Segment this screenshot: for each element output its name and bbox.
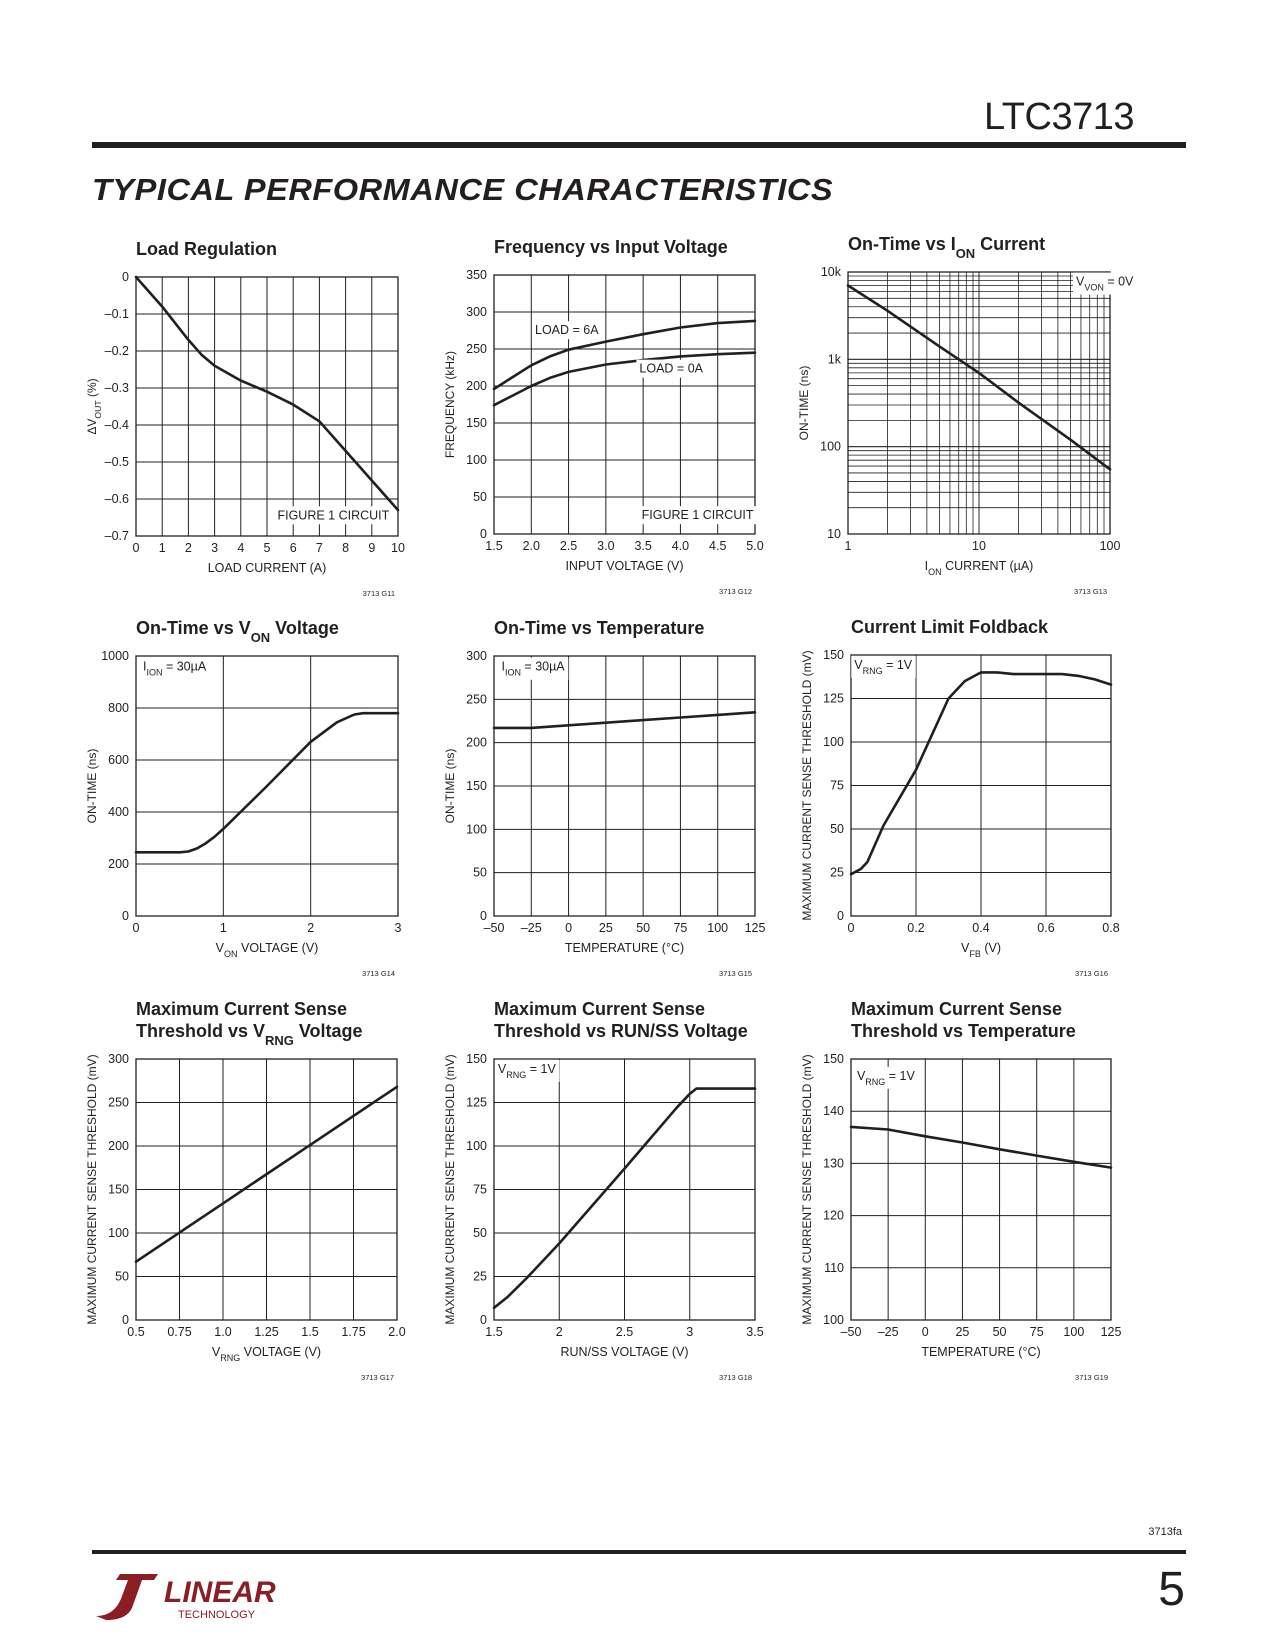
x-tick-label: –50 bbox=[483, 921, 505, 935]
y-tick-label: 75 bbox=[830, 778, 844, 793]
chart-g13 bbox=[797, 234, 1137, 596]
chart-title: Threshold vs RUN/SS Voltage bbox=[494, 1021, 748, 1041]
y-axis-label: $\Delta V_{OUT}$ (%) bbox=[85, 378, 103, 435]
y-tick-label: 250 bbox=[466, 692, 487, 707]
x-tick-label: 3.0 bbox=[597, 539, 615, 553]
figure-id: 3713 G15 bbox=[719, 969, 752, 978]
annotation-label: FIGURE 1 CIRCUIT bbox=[641, 508, 754, 523]
y-tick-label: 0 bbox=[480, 527, 487, 541]
chart-g16 bbox=[800, 617, 1120, 978]
x-axis-label: TEMPERATURE (°C) bbox=[921, 1345, 1041, 1359]
y-tick-label: 50 bbox=[473, 490, 487, 504]
y-tick-label: 1k bbox=[827, 352, 841, 367]
y-tick-label: 200 bbox=[108, 857, 129, 871]
x-tick-label: 100 bbox=[1099, 539, 1121, 553]
figure-id: 3713 G16 bbox=[1075, 969, 1108, 978]
x-tick-label: 2 bbox=[184, 541, 192, 555]
y-tick-label: 250 bbox=[108, 1095, 129, 1110]
plot-frame bbox=[851, 1059, 1111, 1320]
annotation-label: $I_{ION} = 30\mu A$ bbox=[142, 659, 207, 678]
x-tick-label: 1.5 bbox=[485, 539, 503, 553]
y-tick-label: 25 bbox=[473, 1269, 487, 1284]
x-tick-label: 2.0 bbox=[522, 539, 540, 553]
y-tick-label: 300 bbox=[466, 649, 487, 663]
chart-g17 bbox=[85, 999, 406, 1382]
y-tick-label: 125 bbox=[823, 691, 844, 706]
x-tick-label: 4 bbox=[237, 541, 245, 555]
chart-title: On-Time vs $I_{ON}$ Current bbox=[848, 234, 1046, 261]
y-tick-label: 200 bbox=[108, 1139, 129, 1153]
x-tick-label: 25 bbox=[598, 921, 613, 935]
y-axis-label: FREQUENCY (kHz) bbox=[443, 350, 457, 459]
chart-g11 bbox=[85, 239, 405, 598]
y-tick-label: 350 bbox=[466, 268, 487, 282]
x-tick-label: –50 bbox=[840, 1325, 862, 1339]
series-line bbox=[136, 713, 398, 852]
x-axis-label: $I_{ON}$ CURRENT (µA) bbox=[924, 559, 1034, 577]
y-tick-label: –0.5 bbox=[104, 455, 129, 469]
x-tick-label: 0 bbox=[847, 921, 855, 935]
x-tick-label: 1 bbox=[158, 541, 166, 555]
y-tick-label: 50 bbox=[115, 1269, 129, 1284]
y-tick-label: –0.2 bbox=[104, 344, 129, 358]
figure-id: 3713 G12 bbox=[719, 587, 752, 596]
x-tick-label: 2.5 bbox=[559, 539, 578, 553]
figure-id: 3713 G18 bbox=[719, 1373, 752, 1382]
chart-title: Maximum Current Sense bbox=[494, 999, 706, 1019]
x-tick-label: 3 bbox=[394, 921, 402, 935]
chart-title: Load Regulation bbox=[136, 239, 277, 259]
x-tick-label: 7 bbox=[315, 541, 323, 555]
series-line bbox=[494, 353, 755, 406]
y-tick-label: 1000 bbox=[101, 649, 129, 663]
y-tick-label: 300 bbox=[108, 1052, 129, 1066]
x-tick-label: 10 bbox=[972, 539, 986, 553]
y-tick-label: 0 bbox=[122, 1313, 129, 1327]
x-tick-label: 10 bbox=[391, 541, 405, 555]
footer-rule bbox=[92, 1550, 1186, 1554]
chart-g15 bbox=[443, 618, 765, 978]
y-axis-label: MAXIMUM CURRENT SENSE THRESHOLD (mV) bbox=[85, 1054, 99, 1325]
annotation-label: LOAD = 0A bbox=[639, 361, 703, 376]
chart-g14 bbox=[85, 618, 402, 978]
figure-id: 3713 G19 bbox=[1075, 1373, 1108, 1382]
y-tick-label: 25 bbox=[830, 865, 844, 880]
part-number: LTC3713 bbox=[983, 96, 1134, 138]
y-tick-label: 100 bbox=[466, 822, 487, 837]
y-tick-label: 110 bbox=[824, 1260, 844, 1275]
y-tick-label: 200 bbox=[466, 379, 487, 393]
x-tick-label: 50 bbox=[992, 1325, 1007, 1339]
y-tick-label: 250 bbox=[466, 342, 487, 356]
y-tick-label: 200 bbox=[466, 735, 487, 750]
x-tick-label: 5.0 bbox=[746, 539, 764, 553]
y-tick-label: –0.4 bbox=[104, 418, 129, 432]
x-tick-label: 2.0 bbox=[388, 1325, 406, 1339]
x-tick-label: 4.5 bbox=[709, 539, 727, 553]
figure-id: 3713 G14 bbox=[362, 969, 395, 978]
chart-title: Threshold vs Temperature bbox=[851, 1021, 1076, 1041]
x-tick-label: 0.5 bbox=[127, 1325, 145, 1339]
x-tick-label: 3.5 bbox=[746, 1325, 764, 1339]
x-tick-label: 2.5 bbox=[615, 1325, 634, 1339]
y-tick-label: 130 bbox=[823, 1156, 844, 1171]
x-axis-label: RUN/SS VOLTAGE (V) bbox=[560, 1345, 689, 1359]
x-tick-label: 0 bbox=[565, 921, 573, 935]
x-tick-label: 0.4 bbox=[972, 921, 990, 935]
page-number: 5 bbox=[1158, 1563, 1185, 1616]
x-tick-label: 1.25 bbox=[254, 1325, 279, 1339]
chart-title: Maximum Current Sense bbox=[851, 999, 1063, 1019]
x-tick-label: 0 bbox=[132, 921, 140, 935]
x-axis-label: $V_{ON}$ VOLTAGE (V) bbox=[215, 941, 319, 959]
x-tick-label: 0.8 bbox=[1102, 921, 1120, 935]
y-tick-label: 150 bbox=[466, 1052, 487, 1066]
x-tick-label: 1.5 bbox=[485, 1325, 503, 1339]
y-tick-label: 300 bbox=[466, 305, 487, 319]
x-tick-label: 100 bbox=[707, 921, 729, 935]
chart-g12 bbox=[443, 237, 764, 596]
y-tick-label: 140 bbox=[823, 1104, 844, 1119]
y-tick-label: 150 bbox=[466, 416, 487, 430]
chart-title: On-Time vs Temperature bbox=[494, 618, 705, 638]
annotation-label: $V_{RNG} = 1V$ bbox=[497, 1061, 556, 1080]
y-tick-label: 400 bbox=[108, 805, 129, 819]
x-axis-label: LOAD CURRENT (A) bbox=[207, 561, 327, 575]
y-tick-label: 0 bbox=[122, 909, 129, 923]
figure-id: 3713 G17 bbox=[361, 1373, 394, 1382]
logo-main-text: LINEAR bbox=[164, 1576, 276, 1609]
y-tick-label: –0.1 bbox=[104, 307, 129, 321]
x-tick-label: 100 bbox=[1063, 1325, 1085, 1339]
x-tick-label: 0.2 bbox=[907, 921, 925, 935]
y-tick-label: 100 bbox=[108, 1226, 129, 1240]
y-axis-label: MAXIMUM CURRENT SENSE THRESHOLD (mV) bbox=[443, 1054, 457, 1325]
logo-sub-text: TECHNOLOGY bbox=[178, 1609, 256, 1621]
y-tick-label: 100 bbox=[466, 453, 487, 467]
x-axis-label: $V_{FB}$ (V) bbox=[961, 941, 1001, 959]
figure-id: 3713 G11 bbox=[362, 589, 395, 598]
annotation-label: $V_{RNG} = 1V$ bbox=[856, 1068, 915, 1087]
y-tick-label: –0.6 bbox=[104, 492, 129, 506]
x-tick-label: 75 bbox=[673, 921, 688, 935]
chart-title: Threshold vs $V_{RNG}$ Voltage bbox=[136, 1021, 363, 1048]
x-tick-label: 125 bbox=[1100, 1325, 1122, 1339]
chart-title: Current Limit Foldback bbox=[851, 617, 1049, 637]
chart-title: Frequency vs Input Voltage bbox=[494, 237, 728, 257]
plot-frame bbox=[494, 275, 755, 534]
y-tick-label: –0.7 bbox=[104, 529, 129, 543]
y-axis-label: ON-TIME (ns) bbox=[85, 748, 99, 824]
x-tick-label: 50 bbox=[636, 921, 651, 935]
y-tick-label: 50 bbox=[473, 1226, 487, 1240]
x-tick-label: 1.5 bbox=[301, 1325, 319, 1339]
y-axis-label: ON-TIME (ns) bbox=[797, 365, 811, 441]
linear-technology-logo bbox=[92, 1568, 292, 1624]
x-axis-label: $V_{RNG}$ VOLTAGE (V) bbox=[211, 1345, 322, 1363]
y-tick-label: 0 bbox=[480, 909, 487, 923]
x-tick-label: 0.75 bbox=[167, 1325, 192, 1339]
chart-g19 bbox=[800, 999, 1121, 1382]
chart-title: Maximum Current Sense bbox=[136, 999, 348, 1019]
y-tick-label: 10k bbox=[820, 265, 841, 279]
x-tick-label: 5 bbox=[263, 541, 271, 555]
x-axis-label: INPUT VOLTAGE (V) bbox=[565, 559, 684, 573]
doc-code: 3713fa bbox=[1148, 1526, 1182, 1538]
x-tick-label: 3 bbox=[686, 1325, 694, 1339]
x-tick-label: 1 bbox=[219, 921, 227, 935]
y-tick-label: 150 bbox=[823, 648, 844, 662]
y-tick-label: 75 bbox=[473, 1182, 487, 1197]
y-axis-label: MAXIMUM CURRENT SENSE THRESHOLD (mV) bbox=[800, 1054, 814, 1325]
x-tick-label: 1 bbox=[844, 539, 852, 553]
x-tick-label: –25 bbox=[877, 1325, 899, 1339]
y-tick-label: 0 bbox=[122, 270, 129, 284]
y-tick-label: 100 bbox=[820, 439, 841, 454]
x-tick-label: 8 bbox=[342, 541, 350, 555]
x-tick-label: –25 bbox=[520, 921, 542, 935]
y-axis-label: MAXIMUM CURRENT SENSE THRESHOLD (mV) bbox=[800, 650, 814, 921]
x-tick-label: 0 bbox=[132, 541, 140, 555]
x-tick-label: 0.6 bbox=[1037, 921, 1055, 935]
series-line bbox=[494, 712, 755, 728]
annotation-label: $I_{ION} = 30\mu A$ bbox=[501, 659, 565, 678]
chart-g18 bbox=[443, 999, 764, 1382]
y-tick-label: 100 bbox=[823, 1313, 844, 1327]
x-tick-label: 125 bbox=[744, 921, 766, 935]
x-tick-label: 4.0 bbox=[671, 539, 690, 553]
y-tick-label: 50 bbox=[473, 865, 487, 880]
y-tick-label: 120 bbox=[823, 1208, 844, 1223]
x-tick-label: 3.5 bbox=[634, 539, 652, 553]
x-tick-label: 2 bbox=[307, 921, 315, 935]
annotation-label: LOAD = 6A bbox=[535, 323, 599, 338]
y-tick-label: 100 bbox=[823, 735, 844, 749]
x-tick-label: 2 bbox=[555, 1325, 563, 1339]
y-tick-label: –0.3 bbox=[104, 381, 129, 395]
figure-id: 3713 G13 bbox=[1074, 587, 1107, 596]
y-tick-label: 150 bbox=[108, 1182, 129, 1197]
y-tick-label: 125 bbox=[466, 1095, 487, 1110]
y-tick-label: 800 bbox=[108, 701, 129, 715]
annotation-label: FIGURE 1 CIRCUIT bbox=[277, 508, 390, 523]
x-tick-label: 1.0 bbox=[214, 1325, 232, 1339]
x-tick-label: 3 bbox=[211, 541, 219, 555]
y-axis-label: ON-TIME (ns) bbox=[443, 748, 457, 824]
x-tick-label: 75 bbox=[1029, 1325, 1044, 1339]
y-tick-label: 600 bbox=[108, 753, 129, 767]
y-tick-label: 10 bbox=[827, 527, 841, 541]
x-tick-label: 25 bbox=[955, 1325, 970, 1339]
annotation-label: $V_{VON} = 0V$ bbox=[1075, 274, 1134, 293]
x-tick-label: 6 bbox=[289, 541, 297, 555]
y-tick-label: 150 bbox=[823, 1052, 844, 1066]
y-tick-label: 50 bbox=[830, 822, 844, 836]
lt-logo-mark bbox=[96, 1574, 158, 1620]
x-tick-label: 0 bbox=[921, 1325, 929, 1339]
x-tick-label: 1.75 bbox=[341, 1325, 366, 1339]
y-tick-label: 100 bbox=[466, 1139, 487, 1153]
x-axis-label: TEMPERATURE (°C) bbox=[564, 941, 685, 955]
y-tick-label: 0 bbox=[837, 909, 844, 923]
section-title: TYPICAL PERFORMANCE CHARACTERISTICS bbox=[92, 172, 834, 207]
y-tick-label: 150 bbox=[466, 779, 487, 793]
y-tick-label: 0 bbox=[480, 1313, 487, 1327]
x-tick-label: 9 bbox=[368, 541, 376, 555]
chart-title: On-Time vs $V_{ON}$ Voltage bbox=[136, 618, 339, 645]
annotation-label: $V_{RNG} = 1V$ bbox=[854, 657, 913, 676]
series-line bbox=[851, 1127, 1111, 1168]
